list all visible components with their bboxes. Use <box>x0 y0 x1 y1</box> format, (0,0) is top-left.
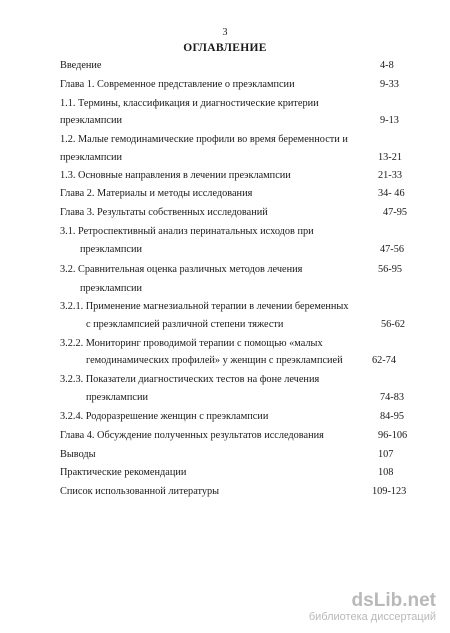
toc-entry-text: Список использованной литературы <box>60 486 220 497</box>
toc-entry-text: преэклампсии <box>86 392 148 403</box>
toc-entry-pages: 9-13 <box>380 115 399 126</box>
toc-entry-text: Практические рекомендации <box>60 467 187 478</box>
toc-entry-pages: 13-21 <box>378 152 403 163</box>
toc-entry-text: преэклампсии <box>60 152 122 163</box>
toc-entry-pages: 84-95 <box>380 411 405 422</box>
toc-entry-text: преэклампсии <box>60 115 122 126</box>
toc-entry-text: Глава 4. Обсуждение полученных результатов исследования <box>60 430 324 441</box>
toc-entry-text: Глава 2. Материалы и методы исследования <box>60 188 253 199</box>
toc-entry-text: 3.2.3. Показатели диагностических тестов на фоне лечения <box>60 374 320 385</box>
toc-entry-text: преэклампсии <box>80 244 142 255</box>
toc-entry-pages: 47-95 <box>383 207 408 218</box>
toc-entry-text: 1.2. Малые гемодинамические профили во время беременности и <box>60 134 348 145</box>
toc-entry-pages: 47-56 <box>380 244 405 255</box>
toc-entry-text: 3.2.2. Мониторинг проводимой терапии с помощью «малых <box>60 338 323 349</box>
toc-entry-text: преэклампсии <box>80 283 142 294</box>
watermark <box>309 591 436 623</box>
toc-entry-text: 1.1. Термины, классификация и диагностические критерии <box>60 98 319 109</box>
toc-entry-text: с преэклампсией различной степени тяжести <box>86 319 284 330</box>
toc-entry-text: 3.2.1. Применение магнезиальной терапии в лечении беременных <box>60 301 349 312</box>
watermark-brand: dsLib.net <box>351 590 436 611</box>
toc-entry-text: 3.1. Ретроспективный анализ перинатальных исходов при <box>60 226 314 237</box>
toc-entry-text: 1.3. Основные направления в лечении преэклампсии <box>60 170 291 181</box>
watermark-subtitle: библиотека диссертаций <box>308 611 436 623</box>
toc-entry-text: 3.2.4. Родоразрешение женщин с преэклампсии <box>60 411 269 422</box>
toc-entry-text: Введение <box>60 60 102 71</box>
page-number: 3 <box>222 27 228 38</box>
toc-entry-text: Глава 3. Результаты собственных исследований <box>60 207 268 218</box>
toc-entry-pages: 56-95 <box>378 264 403 275</box>
toc-entry-pages: 96-106 <box>378 430 408 441</box>
toc-entry-pages: 62-74 <box>372 355 397 366</box>
toc-entry-pages: 107 <box>378 449 394 460</box>
toc-entry-pages: 74-83 <box>380 392 405 403</box>
toc-entry-pages: 9-33 <box>380 79 399 90</box>
toc-entry-pages: 34- 46 <box>378 188 405 199</box>
toc-entry-text: Выводы <box>60 449 96 460</box>
toc-entry-pages: 109-123 <box>372 486 407 497</box>
toc-entry-pages: 56-62 <box>381 319 406 330</box>
toc-entry-text: гемодинамических профилей» у женщин с преэклампсией <box>86 355 343 366</box>
toc-entry-pages: 108 <box>378 467 394 478</box>
toc-entry-text: Глава 1. Современное представление о преэклампсии <box>60 79 295 90</box>
toc-entry-pages: 4-8 <box>380 60 394 71</box>
toc-title: ОГЛАВЛЕНИЕ <box>183 42 267 54</box>
toc-entry-pages: 21-33 <box>378 170 403 181</box>
toc-entry-text: 3.2. Сравнительная оценка различных методов лечения <box>60 264 303 275</box>
